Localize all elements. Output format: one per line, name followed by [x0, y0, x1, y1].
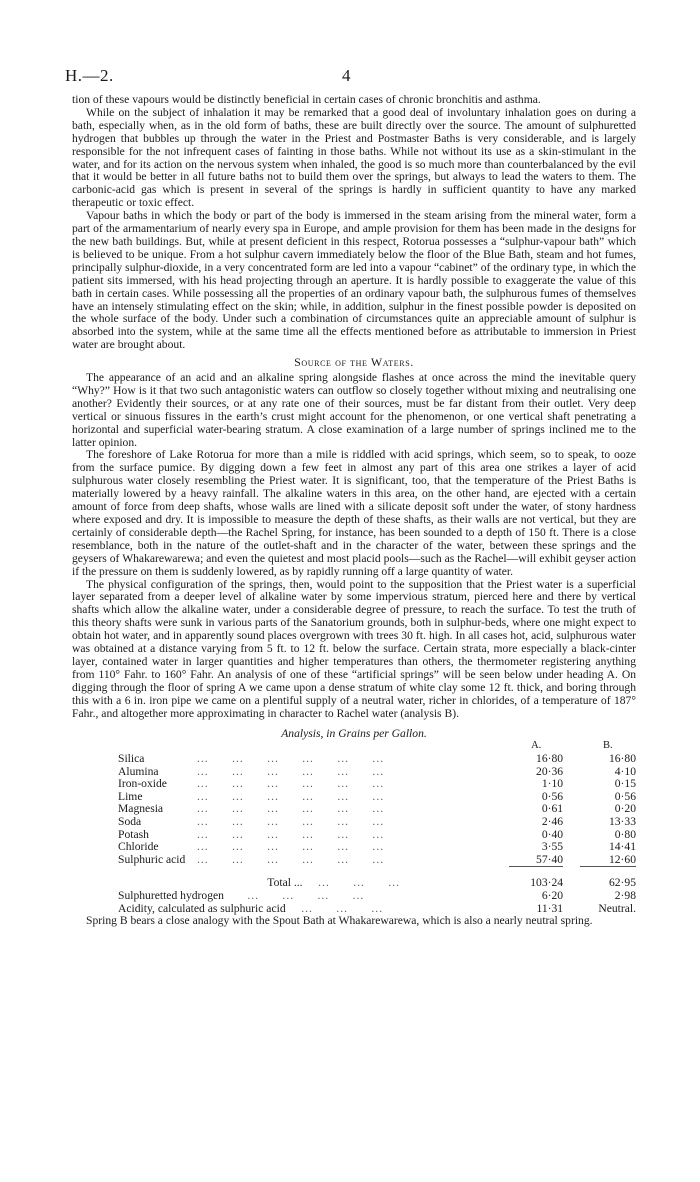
constituent-name: Alumina	[118, 764, 159, 778]
value-b: 0·56	[614, 789, 636, 803]
value-a: 2·46	[541, 814, 564, 828]
paragraph: Vapour baths in which the body or part of the body is immersed in the steam arising from the mineral water, form a part of the armamentarium of nearly every spa in Europe, and ample provision for them has been made in the designs for the new bath buildings. But, while at present deficient in this respect, Rotorua possesses a “sulphur-vapour bath” which is believed to be unique. From a hot sulphur cavern immediately below the floor of the Blue Bath, steam and hot fumes, principally sulphur-dioxide, in a very concentrated form are led into a vapour “cabinet” of the ordinary type, in which the patient sits immersed, with his head projecting through an aperture. It is hardly possible to exaggerate the value of this bath in certain cases. While possessing all the properties of an ordinary vapour bath, the sulphurous fumes of themselves have an intensely stimulating effect on the skin; while, in addition, sulphur in the finest possible powder is deposited on the whole surface of the body. Under such a combination of circumstances quite an appreciable amount of sulphur is absorbed into the system, while at the same time all the effects mentioned before as attributable to immersion in Priest water are brought about.	[72, 209, 636, 352]
value-b: Neutral.	[598, 901, 636, 915]
total-b: 62·95	[580, 867, 636, 890]
constituent-name: Sulphuric acid	[118, 853, 186, 867]
constituent-name: Sulphuretted hydrogen ... ... ... ...	[118, 888, 365, 902]
body-text	[72, 94, 636, 928]
value-a: 16·80	[536, 752, 564, 765]
value-b: 0·80	[614, 827, 636, 841]
value-a: 0·40	[541, 827, 564, 841]
section-heading: Source of the Waters.	[294, 355, 414, 370]
constituent-name: Potash	[118, 827, 149, 841]
paragraph: The foreshore of Lake Rotorua for more than a mile is riddled with acid springs, which seem, so to speak, to ooze from the surface pumice. By digging down a few feet in almost any part of this area one strikes a layer of acid sulphurous water closely resembling the Priest water. It is significant, too, that the temperature of the Priest Baths is materially lowered by a heavy rainfall. The alkaline waters in this area, on the other hand, are ejected with a certain amount of force from deep shafts, whose walls are lined with a silicate deposit soft under the water, of stony hardness where exposed and dry. It is impossible to measure the depth of these shafts, as their walls are not vertical, but they are certainly of considerable depth—the Rachel Spring, for instance, has been sounded to a depth of 150 ft. There is a close resemblance, both in the nature of the outlet-shaft and in the character of the water, between these springs and the geysers of Whakarewarewa; and even the quietest and most placid pools—such as the Rachel—will exhibit geyser action if the pressure on them is suddenly lowered, as by rapidly running off a large quantity of water.	[72, 448, 636, 578]
table-row: Sulphuric acid ... ... ... ... ... ... 57·40 12·60	[118, 852, 636, 867]
value-a: 1·10	[541, 777, 564, 791]
total-label: Total ... ... ... ...	[267, 876, 401, 890]
total-row	[118, 867, 636, 890]
constituent-name: Chloride	[118, 840, 159, 854]
value-b: 13·33	[608, 814, 636, 828]
value-b: 14·41	[608, 840, 636, 854]
page-number: 4	[342, 66, 351, 85]
table-row: Alumina ... ... ... ... ... ... 20·36 4·10	[118, 764, 636, 778]
analysis-table	[118, 740, 636, 915]
value-b: 16·80	[608, 752, 636, 765]
constituent-name: Lime	[118, 789, 143, 803]
value-a: 20·36	[536, 764, 564, 778]
table-row: Soda ... ... ... ... ... ... 2·46 13·33	[118, 814, 636, 828]
value-a: 3·55	[541, 840, 564, 854]
constituent-name: Silica	[118, 752, 145, 765]
value-b: 2·98	[614, 888, 636, 902]
constituent-name: Magnesia	[118, 802, 164, 816]
paragraph: While on the subject of inhalation it may be remarked that a good deal of involuntary inhalation goes on during a bath, especially when, as in the old form of baths, these are built directly over the source. The amount of sulphuretted hydrogen that bubbles up through the water in the Priest and Postmaster Baths is very considerable, and is largely responsible for the not infrequent cases of fainting in those baths. While not without its use as a skin-stimulant in the water, and for its action on the nervous system when inhaled, the good is so much more than counterbalanced by the evil that it would be better in all future baths not to build them over the springs, but always to lead the waters to them. The carbonic-acid gas which is present in several of the springs is hardly in sufficient quantity to have any marked therapeutic or toxic effect.	[72, 105, 636, 210]
table-row: Potash ... ... ... ... ... ... 0·40 0·80	[118, 827, 636, 841]
column-header-a: A.	[531, 740, 542, 752]
total-a: 103·24	[509, 867, 563, 890]
column-header-b: B.	[603, 740, 613, 752]
table-row: Iron-oxide ... ... ... ... ... ... 1·10 0·15	[118, 777, 636, 791]
constituent-name: Soda	[118, 814, 142, 828]
analysis-title: Analysis, in Grains per Gallon.	[281, 726, 427, 740]
value-b: 4·10	[614, 764, 636, 778]
value-a: 57·40	[536, 852, 564, 866]
table-row: Lime ... ... ... ... ... ... 0·56 0·56	[118, 789, 636, 803]
value-b: 12·60	[608, 852, 636, 866]
value-a: 0·56	[541, 789, 564, 803]
table-row: Magnesia ... ... ... ... ... ... 0·61 0·20	[118, 802, 636, 816]
paragraph: The appearance of an acid and an alkaline spring alongside flashes at once across the mind the inevitable query “Why?” How is it that two such antagonistic waters can outflow so closely together without mixing and neutralising one another? Evidently their sources, or at any rate one of their sources, must be far distant from their outlet. Very deep vertical or sinuous fissures in the earth’s crust might account for the phenomenon, or one vertical shaft penetrating a horizontal and superficial water-bearing stratum. A close examination of a large number of springs inclined me to the latter opinion.	[72, 371, 636, 449]
value-a: 6·20	[541, 888, 564, 902]
constituent-name: Iron-oxide	[118, 777, 167, 791]
document-id: H.—2.	[65, 66, 114, 85]
value-b: 0·20	[614, 802, 636, 816]
constituent-name-text: Sulphuretted hydrogen	[118, 888, 224, 902]
value-a: 11·31	[536, 901, 564, 915]
constituent-name-text: Acidity, calculated as sulphuric acid	[118, 901, 286, 915]
paragraph: tion of these vapours would be distinctly beneficial in certain cases of chronic bronchitis and asthma.	[72, 93, 541, 106]
table-row: Silica ... ... ... ... ... ... 16·80 16·80	[118, 752, 636, 765]
table-row: Chloride ... ... ... ... ... ... 3·55 14·41	[118, 840, 636, 854]
constituent-name: Acidity, calculated as sulphuric acid ... ... ...	[118, 901, 384, 915]
value-b: 0·15	[614, 777, 636, 791]
value-a: 0·61	[541, 802, 564, 816]
paragraph: The physical configuration of the springs, then, would point to the supposition that the Priest water is a superficial layer separated from a deeper level of alkaline water by some impervious stratum, pierced here and there by vertical shafts which allow the alkaline water, under a considerable degree of pressure, to reach the surface. To test the truth of this theory shafts were sunk in various parts of the Sanatorium grounds, both in sulphur-beds, where one might expect to obtain hot water, and in apparently sound places overgrown with trees 30 ft. high. In all cases hot, acid, sulphurous water was obtained at a distance varying from 5 ft. to 12 ft. below the surface. Certain strata, more especially a black-cinter layer, contained water in larger quantities and higher temperatures than others, the thermometer registering anything from 110° Fahr. to 160° Fahr. An analysis of one of these “artificial springs” will be seen below under heading A. On digging through the floor of spring A we came upon a dense stratum of white clay some 12 ft. thick, and boring through this with a 6 in. iron pipe we came on a plentiful supply of a neutral water, richer in chlorides, of a temperature of 187° Fahr., and altogether more approximating in character to Rachel water (analysis B).	[72, 577, 636, 720]
total-label-text: Total ...	[267, 876, 303, 890]
closing-paragraph: Spring B bears a close analogy with the Spout Bath at Whakarewarewa, which is also a nearly neutral spring.	[86, 914, 593, 928]
